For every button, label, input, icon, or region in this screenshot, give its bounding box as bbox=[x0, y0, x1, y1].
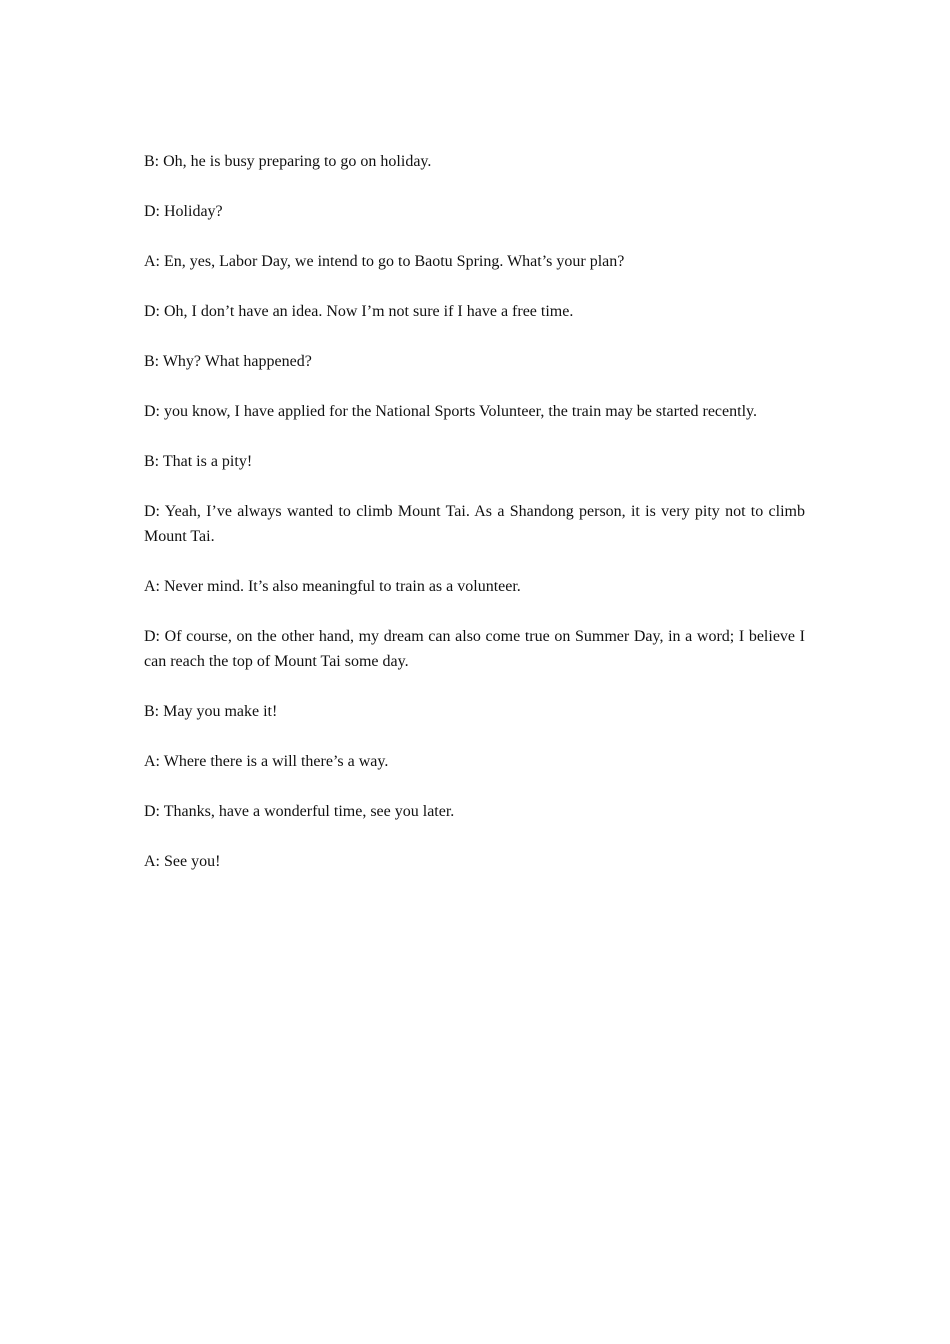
dialogue-line: B: Oh, he is busy preparing to go on holiday. bbox=[144, 153, 432, 170]
dialogue-line: A: En, yes, Labor Day, we intend to go to Baotu Spring. What’s your plan? bbox=[144, 253, 625, 270]
dialogue-line: D: you know, I have applied for the National Sports Volunteer, the train may be started recently. bbox=[144, 403, 757, 420]
dialogue-line: A: Never mind. It’s also meaningful to train as a volunteer. bbox=[144, 578, 521, 595]
dialogue-line: D: Of course, on the other hand, my dream can also come true on Summer Day, in a word; I believe I can reach the top of Mount Tai some day. bbox=[144, 628, 805, 670]
dialogue-line: A: See you! bbox=[144, 853, 221, 870]
dialogue-body bbox=[144, 149, 805, 899]
dialogue-line: B: May you make it! bbox=[144, 703, 278, 720]
dialogue-line: B: Why? What happened? bbox=[144, 353, 312, 370]
dialogue-line: A: Where there is a will there’s a way. bbox=[144, 753, 389, 770]
dialogue-line: D: Thanks, have a wonderful time, see you later. bbox=[144, 803, 455, 820]
dialogue-line: B: That is a pity! bbox=[144, 453, 253, 470]
dialogue-line: D: Holiday? bbox=[144, 203, 223, 220]
dialogue-line: D: Yeah, I’ve always wanted to climb Mount Tai. As a Shandong person, it is very pity not to climb Mount Tai. bbox=[144, 503, 805, 545]
dialogue-line: D: Oh, I don’t have an idea. Now I’m not sure if I have a free time. bbox=[144, 303, 574, 320]
